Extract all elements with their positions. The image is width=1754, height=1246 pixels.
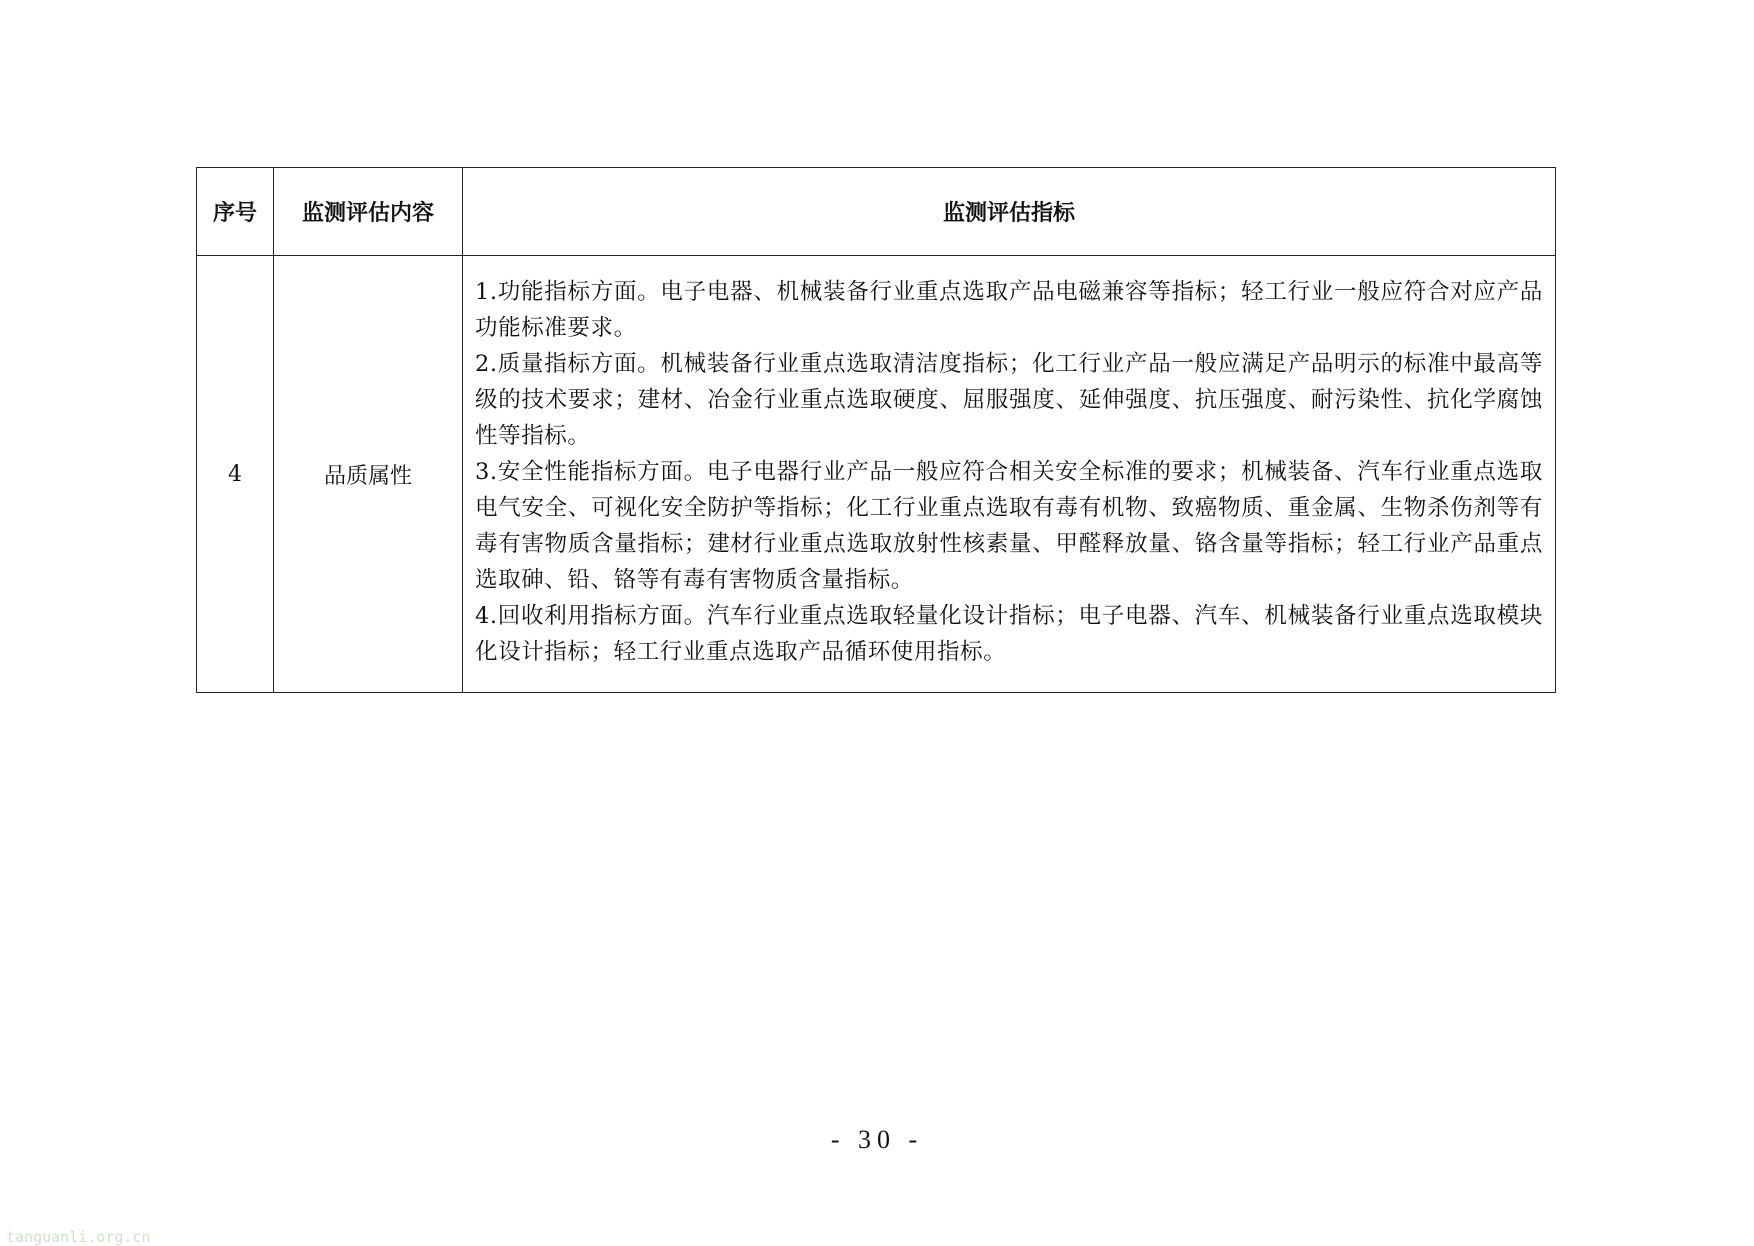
table-header-row [197,168,1556,256]
header-assessment-metrics: 监测评估指标 [463,168,1556,256]
metric-item-recycling: 4.回收利用指标方面。汽车行业重点选取轻量化设计指标；电子电器、汽车、机械装备行业重点选取模块化设计指标；轻工行业重点选取产品循环使用指标。 [475,603,1543,665]
watermark-text: tanguanli.org.cn [6,1228,151,1246]
row-assessment-content: 品质属性 [274,256,463,693]
indicator-table [196,167,1556,693]
metric-item-safety: 3.安全性能指标方面。电子电器行业产品一般应符合相关安全标准的要求；机械装备、汽车行业重点选取电气安全、可视化安全防护等指标；化工行业重点选取有毒有机物、致癌物质、重金属、生物杀伤剂等有毒有害物质含量指标；建材行业重点选取放射性核素量、甲醛释放量、铬含量等指标；轻工行业产品重点选取砷、铅、铬等有毒有害物质含量指标。 [475,459,1543,593]
header-serial-no: 序号 [197,168,274,256]
header-assessment-content: 监测评估内容 [274,168,463,256]
page-number: - 30 - [830,1125,924,1154]
row-serial-no: 4 [197,256,274,693]
metric-item-functional: 1.功能指标方面。电子电器、机械装备行业重点选取产品电磁兼容等指标；轻工行业一般应符合对应产品功能标准要求。 [475,279,1543,341]
metric-item-quality: 2.质量指标方面。机械装备行业重点选取清洁度指标；化工行业产品一般应满足产品明示的标准中最高等级的技术要求；建材、冶金行业重点选取硬度、屈服强度、延伸强度、抗压强度、耐污染性、抗化学腐蚀性等指标。 [475,351,1543,449]
table-row [197,256,1556,693]
row-assessment-metrics [463,256,1556,693]
